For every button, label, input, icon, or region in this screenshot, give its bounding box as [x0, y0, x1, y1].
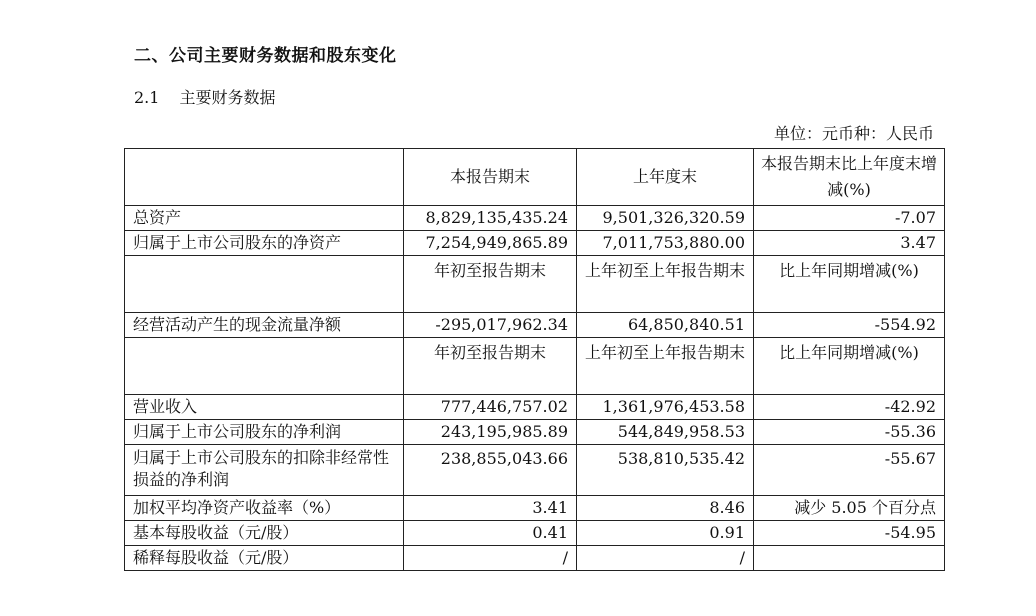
header-cell-yoy-change: 比上年同期增减(%): [754, 256, 945, 313]
table-row: [125, 231, 945, 256]
value-prior: 9,501,326,320.59: [577, 206, 754, 231]
value-current: /: [404, 546, 577, 571]
value-change: -55.67: [754, 445, 945, 496]
row-label: 总资产: [125, 206, 404, 231]
value-prior: 7,011,753,880.00: [577, 231, 754, 256]
header-cell-prior-ytd: 上年初至上年报告期末: [577, 256, 754, 313]
header-cell-ytd: 年初至报告期末: [404, 256, 577, 313]
value-prior: 1,361,976,453.58: [577, 395, 754, 420]
table-header-row: [125, 149, 945, 206]
table-subheader-row: [125, 256, 945, 313]
header-cell-current-period-end: 本报告期末: [404, 149, 577, 206]
currency-unit-note: 单位：元币种：人民币: [773, 124, 934, 143]
value-change: -55.36: [754, 420, 945, 445]
value-change: [754, 546, 945, 571]
value-prior: 538,810,535.42: [577, 445, 754, 496]
value-current: 238,855,043.66: [404, 445, 577, 496]
header-cell-yoy-change: 比上年同期增减(%): [754, 338, 945, 395]
value-current: 243,195,985.89: [404, 420, 577, 445]
table-row: [125, 546, 945, 571]
value-current: 777,446,757.02: [404, 395, 577, 420]
value-current: -295,017,962.34: [404, 313, 577, 338]
value-current: 8,829,135,435.24: [404, 206, 577, 231]
value-prior: 8.46: [577, 496, 754, 521]
value-current: 7,254,949,865.89: [404, 231, 577, 256]
subsection-title: 主要财务数据: [179, 88, 276, 107]
table-row: [125, 206, 945, 231]
value-prior: /: [577, 546, 754, 571]
row-label: 归属于上市公司股东的扣除非经常性损益的净利润: [125, 445, 404, 496]
table-row: [125, 496, 945, 521]
subsection-number: 2.1: [134, 88, 160, 107]
value-prior: 544,849,958.53: [577, 420, 754, 445]
value-prior: 0.91: [577, 521, 754, 546]
header-cell-empty: [125, 338, 404, 395]
header-cell-prior-ytd: 上年初至上年报告期末: [577, 338, 754, 395]
header-cell-empty: [125, 256, 404, 313]
value-current: 0.41: [404, 521, 577, 546]
row-label: 营业收入: [125, 395, 404, 420]
header-cell-prior-year-end: 上年度末: [577, 149, 754, 206]
value-change: 3.47: [754, 231, 945, 256]
table-subheader-row: [125, 338, 945, 395]
table-row: [125, 395, 945, 420]
row-label: 经营活动产生的现金流量净额: [125, 313, 404, 338]
value-change: 减少 5.05 个百分点: [754, 496, 945, 521]
value-change: -42.92: [754, 395, 945, 420]
row-label: 归属于上市公司股东的净利润: [125, 420, 404, 445]
value-change: -54.95: [754, 521, 945, 546]
value-current: 3.41: [404, 496, 577, 521]
row-label: 稀释每股收益（元/股）: [125, 546, 404, 571]
section-title: 二、公司主要财务数据和股东变化: [134, 46, 397, 66]
table-row: [125, 420, 945, 445]
table-row: [125, 445, 945, 496]
row-label: 归属于上市公司股东的净资产: [125, 231, 404, 256]
value-prior: 64,850,840.51: [577, 313, 754, 338]
value-change: -554.92: [754, 313, 945, 338]
subsection-heading: [134, 85, 275, 108]
value-change: -7.07: [754, 206, 945, 231]
table-row: [125, 521, 945, 546]
header-cell-change-pct: 本报告期末比上年度末增减(%): [754, 149, 945, 206]
row-label: 基本每股收益（元/股）: [125, 521, 404, 546]
table-row: [125, 313, 945, 338]
header-cell-ytd: 年初至报告期末: [404, 338, 577, 395]
row-label: 加权平均净资产收益率（%）: [125, 496, 404, 521]
financial-data-table: [124, 148, 945, 571]
header-cell-empty: [125, 149, 404, 206]
